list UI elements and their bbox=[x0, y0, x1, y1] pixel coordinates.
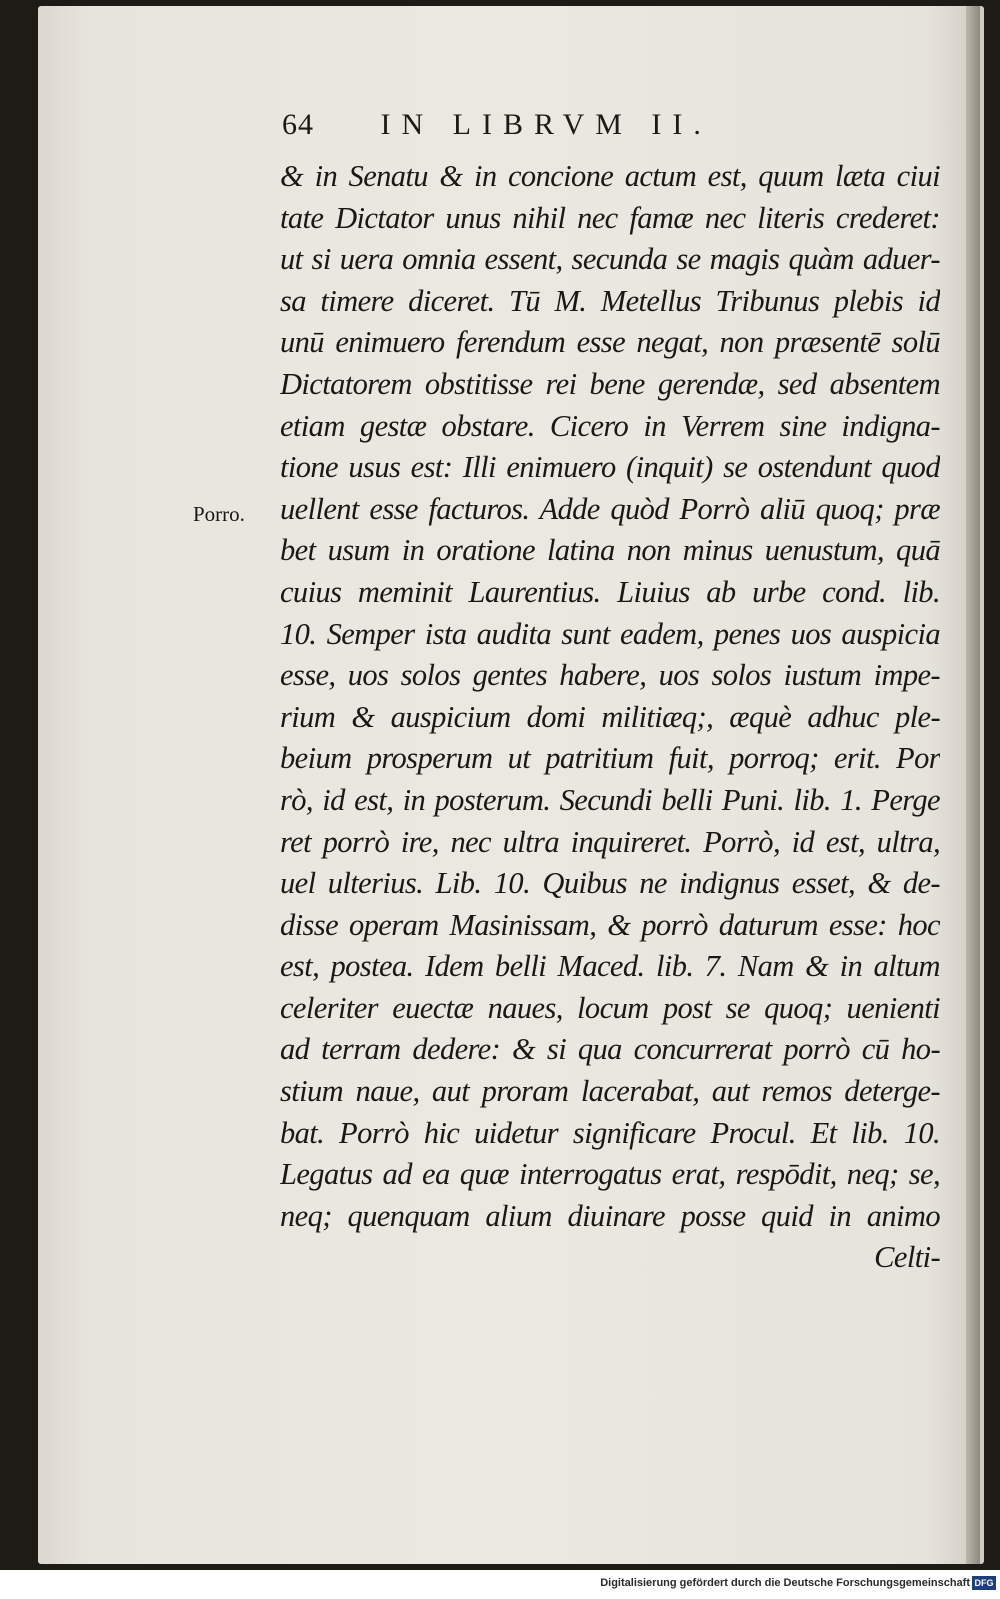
text-line: celeriter euectæ naues, locum post se quoq; uenienti bbox=[280, 990, 940, 1025]
text-line: ad terram dedere: & si qua concurrerat porrò cū ho- bbox=[280, 1032, 940, 1067]
text-line: tate Dictator unus nihil nec famæ nec literis crederet: bbox=[280, 200, 940, 235]
text-line: bet usum in oratione latina non minus uenustum, quā bbox=[280, 533, 940, 568]
text-line: Dictatorem obstitisse rei bene gerendæ, sed absentem bbox=[280, 366, 940, 401]
text-line: esse, uos solos gentes habere, uos solos iustum impe- bbox=[280, 658, 940, 693]
text-line: est, postea. Idem belli Maced. lib. 7. Nam & in altum bbox=[280, 949, 940, 984]
running-title: IN LIBRVM II. bbox=[380, 108, 712, 141]
margin-note: Porro. bbox=[193, 502, 245, 526]
text-line: etiam gestæ obstare. Cicero in Verrem sine indigna- bbox=[280, 408, 940, 443]
text-line: ut si uera omnia essent, secunda se magis quàm aduer- bbox=[280, 242, 940, 277]
page-edge bbox=[966, 6, 980, 1564]
text-line: ret porrò ire, nec ultra inquireret. Porrò, id est, ultra, bbox=[280, 824, 940, 859]
text-line: rò, id est, in posterum. Secundi belli Puni. lib. 1. Perge bbox=[280, 782, 940, 817]
page-number: 64 bbox=[282, 108, 314, 141]
text-line: Legatus ad ea quæ interrogatus erat, respōdit, neq; se, bbox=[280, 1157, 940, 1192]
funding-credit: Digitalisierung gefördert durch die Deutsche Forschungsgemeinschaft bbox=[600, 1577, 970, 1589]
running-head bbox=[282, 108, 862, 142]
text-line: cuius meminit Laurentius. Liuius ab urbe cond. lib. bbox=[280, 574, 940, 609]
text-line: & in Senatu & in concione actum est, quum læta ciui bbox=[280, 159, 940, 193]
catchword: Celti- bbox=[874, 1240, 940, 1275]
dfg-logo: DFG bbox=[972, 1576, 996, 1590]
text-line: disse operam Masinissam, & porrò daturum esse: hoc bbox=[280, 907, 940, 942]
text-line: bat. Porrò hic uidetur significare Procul. Et lib. 10. bbox=[280, 1115, 940, 1150]
text-line: uellent esse facturos. Adde quòd Porrò aliū quoq; præ bbox=[280, 491, 940, 526]
text-line: uel ulterius. Lib. 10. Quibus ne indignus esset, & de- bbox=[280, 866, 940, 901]
text-line: beium prosperum ut patritium fuit, porroq; erit. Por bbox=[280, 741, 940, 776]
text-line: unū enimuero ferendum esse negat, non præsentē solū bbox=[280, 325, 940, 360]
text-line: 10. Semper ista audita sunt eadem, penes uos auspicia bbox=[280, 616, 940, 651]
text-line: neq; quenquam alium diuinare posse quid in animo bbox=[280, 1198, 940, 1233]
text-line: tione usus est: Illi enimuero (inquit) se ostendunt quod bbox=[280, 450, 940, 485]
text-line: stium naue, aut proram lacerabat, aut remos deterge- bbox=[280, 1074, 940, 1109]
body-text bbox=[280, 156, 940, 1279]
text-line: rium & auspicium domi militiæq;, æquè adhuc ple- bbox=[280, 699, 940, 734]
text-line: sa timere diceret. Tū M. Metellus Tribunus plebis id bbox=[280, 283, 940, 318]
